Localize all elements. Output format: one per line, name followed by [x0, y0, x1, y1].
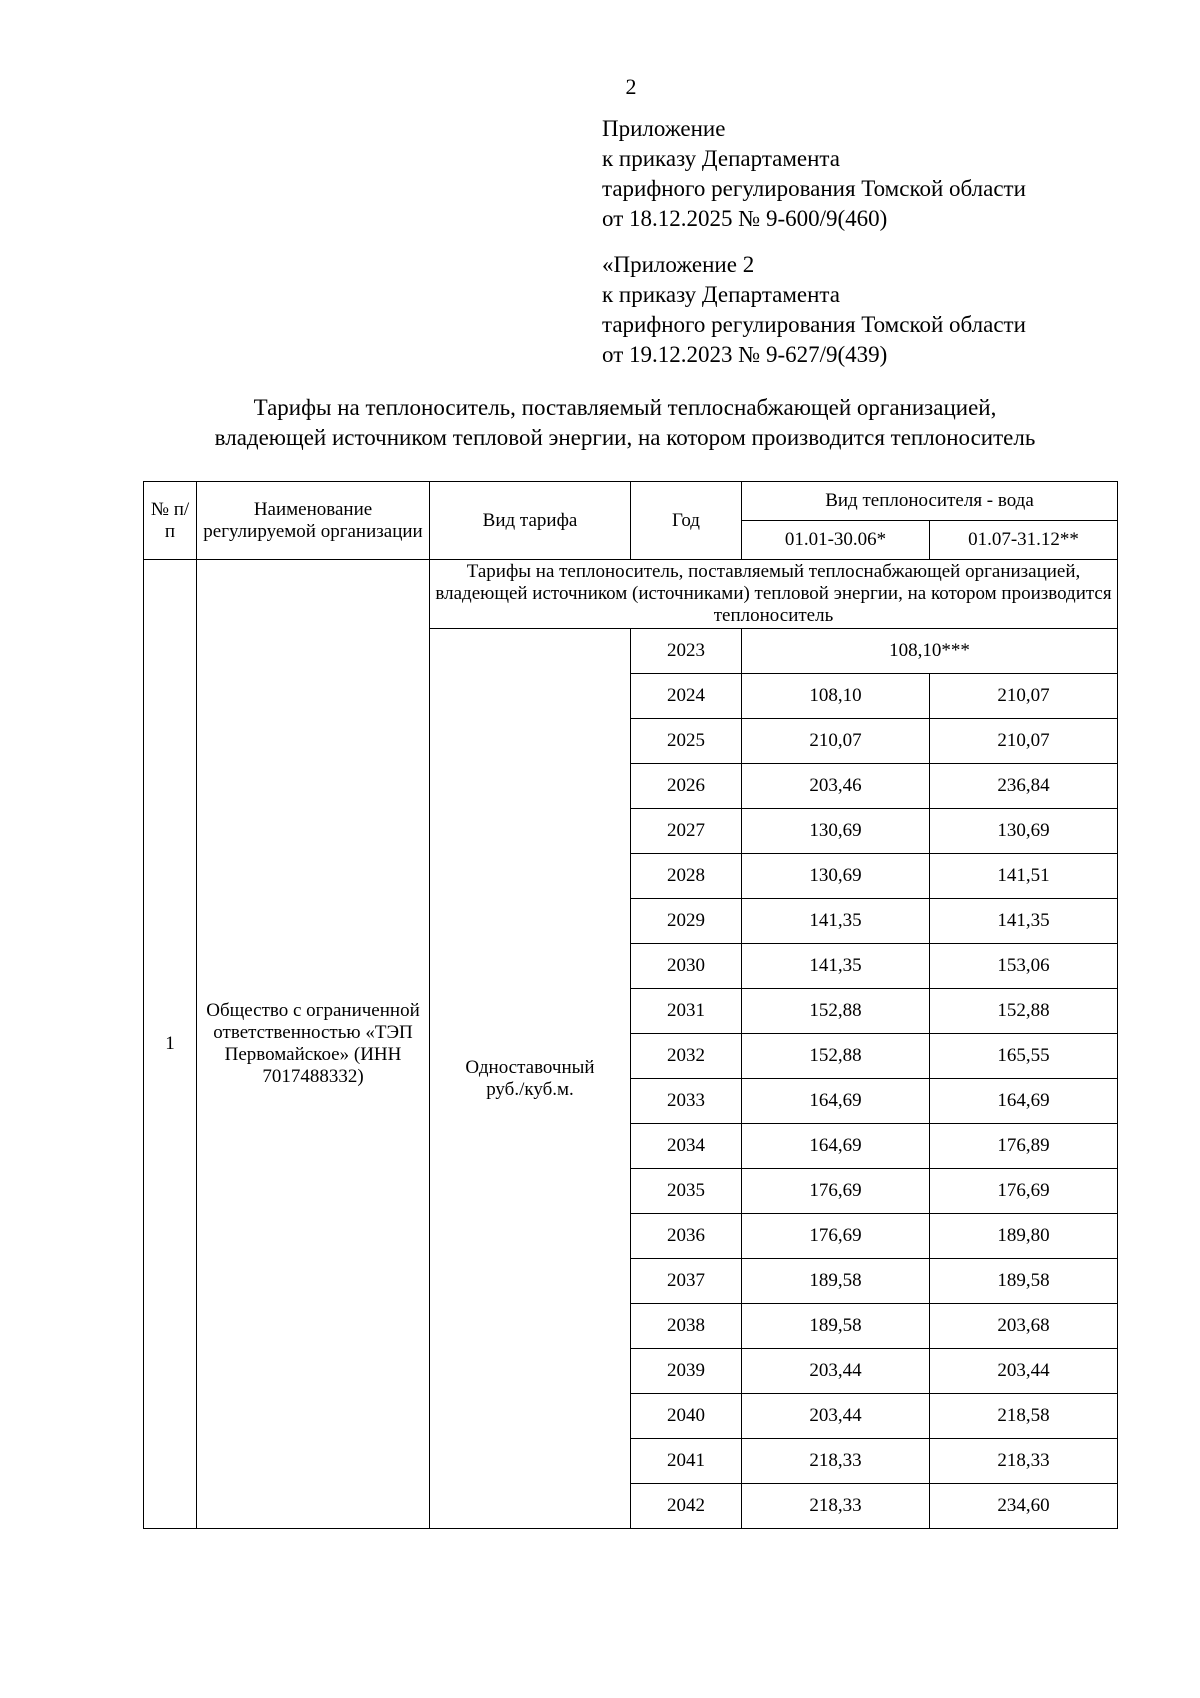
- year-cell: 2041: [631, 1439, 742, 1484]
- year-cell: 2038: [631, 1304, 742, 1349]
- tariff-value-period-2: 141,51: [930, 854, 1118, 899]
- subheader-row: [144, 560, 1118, 629]
- year-cell: 2027: [631, 809, 742, 854]
- year-cell: 2035: [631, 1169, 742, 1214]
- year-cell: 2033: [631, 1079, 742, 1124]
- tariff-value-period-1: 152,88: [742, 1034, 930, 1079]
- tariff-value-period-1: 164,69: [742, 1079, 930, 1124]
- tariff-value-period-1: 189,58: [742, 1304, 930, 1349]
- organization-name: Общество с ограниченной ответственностью «ТЭП Первомайское» (ИНН 7017488332): [197, 560, 430, 1529]
- year-cell: 2023: [631, 629, 742, 674]
- tariff-value-period-2: 189,58: [930, 1259, 1118, 1304]
- row-number: 1: [144, 560, 197, 1529]
- annex-line: от 19.12.2023 № 9-627/9(439): [602, 342, 888, 367]
- tariff-value-period-2: 210,07: [930, 719, 1118, 764]
- document-title: [130, 393, 1120, 453]
- tariff-value-period-2: 176,89: [930, 1124, 1118, 1169]
- annex-line: Приложение: [602, 116, 726, 141]
- year-cell: 2030: [631, 944, 742, 989]
- header-row-1: [144, 482, 1118, 521]
- tariff-value-period-2: 164,69: [930, 1079, 1118, 1124]
- tariff-value-period-1: 203,44: [742, 1394, 930, 1439]
- tariff-value-period-1: 164,69: [742, 1124, 930, 1169]
- tariff-value-period-2: 152,88: [930, 989, 1118, 1034]
- annex-header-original: [602, 250, 1026, 370]
- header-tariff-type: Вид тарифа: [430, 482, 631, 560]
- tariff-value-period-2: 203,68: [930, 1304, 1118, 1349]
- tariff-value-period-2: 176,69: [930, 1169, 1118, 1214]
- annex-line: к приказу Департамента: [602, 282, 840, 307]
- year-cell: 2040: [631, 1394, 742, 1439]
- tariff-value-period-2: 218,33: [930, 1439, 1118, 1484]
- year-cell: 2025: [631, 719, 742, 764]
- tariff-value-period-2: 165,55: [930, 1034, 1118, 1079]
- tariff-value-period-2: 153,06: [930, 944, 1118, 989]
- tariff-value-period-2: 189,80: [930, 1214, 1118, 1259]
- tariff-value-period-1: 108,10: [742, 674, 930, 719]
- year-cell: 2024: [631, 674, 742, 719]
- tariff-value-period-1: 203,44: [742, 1349, 930, 1394]
- title-line-1: Тарифы на теплоноситель, поставляемый теплоснабжающей организацией,: [253, 395, 997, 420]
- tariff-value-period-1: 218,33: [742, 1484, 930, 1529]
- year-cell: 2037: [631, 1259, 742, 1304]
- tariff-value-period-1: 189,58: [742, 1259, 930, 1304]
- year-cell: 2032: [631, 1034, 742, 1079]
- header-period-2: 01.07-31.12**: [930, 521, 1118, 560]
- tariff-type-unit: руб./куб.м.: [486, 1078, 574, 1100]
- year-cell: 2026: [631, 764, 742, 809]
- tariff-value-period-2: 141,35: [930, 899, 1118, 944]
- annex-line: тарифного регулирования Томской области: [602, 312, 1026, 337]
- year-cell: 2028: [631, 854, 742, 899]
- tariff-type-name: Одноставочный: [465, 1056, 595, 1078]
- tariff-value-period-2: 236,84: [930, 764, 1118, 809]
- tariff-value-period-2: 203,44: [930, 1349, 1118, 1394]
- year-cell: 2029: [631, 899, 742, 944]
- year-cell: 2042: [631, 1484, 742, 1529]
- tariff-value-period-1: 141,35: [742, 899, 930, 944]
- tariff-value-period-1: 152,88: [742, 989, 930, 1034]
- tariff-value-period-2: 234,60: [930, 1484, 1118, 1529]
- annex-line: к приказу Департамента: [602, 146, 840, 171]
- header-organization: Наименование регулируемой организации: [197, 482, 430, 560]
- year-cell: 2034: [631, 1124, 742, 1169]
- tariff-value-period-1: 130,69: [742, 809, 930, 854]
- tariff-value-period-1: 203,46: [742, 764, 930, 809]
- year-cell: 2036: [631, 1214, 742, 1259]
- tariff-value-period-1: 218,33: [742, 1439, 930, 1484]
- tariff-value-period-2: 210,07: [930, 674, 1118, 719]
- title-line-2: владеющей источником тепловой энергии, на котором производится теплоноситель: [214, 425, 1036, 450]
- annex-header-current: [602, 114, 1026, 234]
- tariff-subheader: Тарифы на теплоноситель, поставляемый теплоснабжающей организацией, владеющей источником (источниками) тепловой энергии, на котором производится теплоноситель: [430, 560, 1118, 629]
- header-period-1: 01.01-30.06*: [742, 521, 930, 560]
- header-num: № п/п: [144, 482, 197, 560]
- tariff-value-period-2: 130,69: [930, 809, 1118, 854]
- annex-line: «Приложение 2: [602, 252, 755, 277]
- tariff-value-period-2: 218,58: [930, 1394, 1118, 1439]
- tariff-value-merged: 108,10***: [742, 629, 1118, 674]
- tariff-value-period-1: 176,69: [742, 1214, 930, 1259]
- page-number: 2: [625, 74, 637, 99]
- tariff-value-period-1: 141,35: [742, 944, 930, 989]
- tariff-type-cell: [430, 629, 631, 1529]
- tariff-value-period-1: 210,07: [742, 719, 930, 764]
- year-cell: 2039: [631, 1349, 742, 1394]
- annex-line: тарифного регулирования Томской области: [602, 176, 1026, 201]
- header-year: Год: [631, 482, 742, 560]
- year-cell: 2031: [631, 989, 742, 1034]
- tariff-table: [143, 481, 1118, 1529]
- header-carrier: Вид теплоносителя - вода: [742, 482, 1118, 521]
- annex-line: от 18.12.2025 № 9-600/9(460): [602, 206, 888, 231]
- tariff-value-period-1: 176,69: [742, 1169, 930, 1214]
- tariff-value-period-1: 130,69: [742, 854, 930, 899]
